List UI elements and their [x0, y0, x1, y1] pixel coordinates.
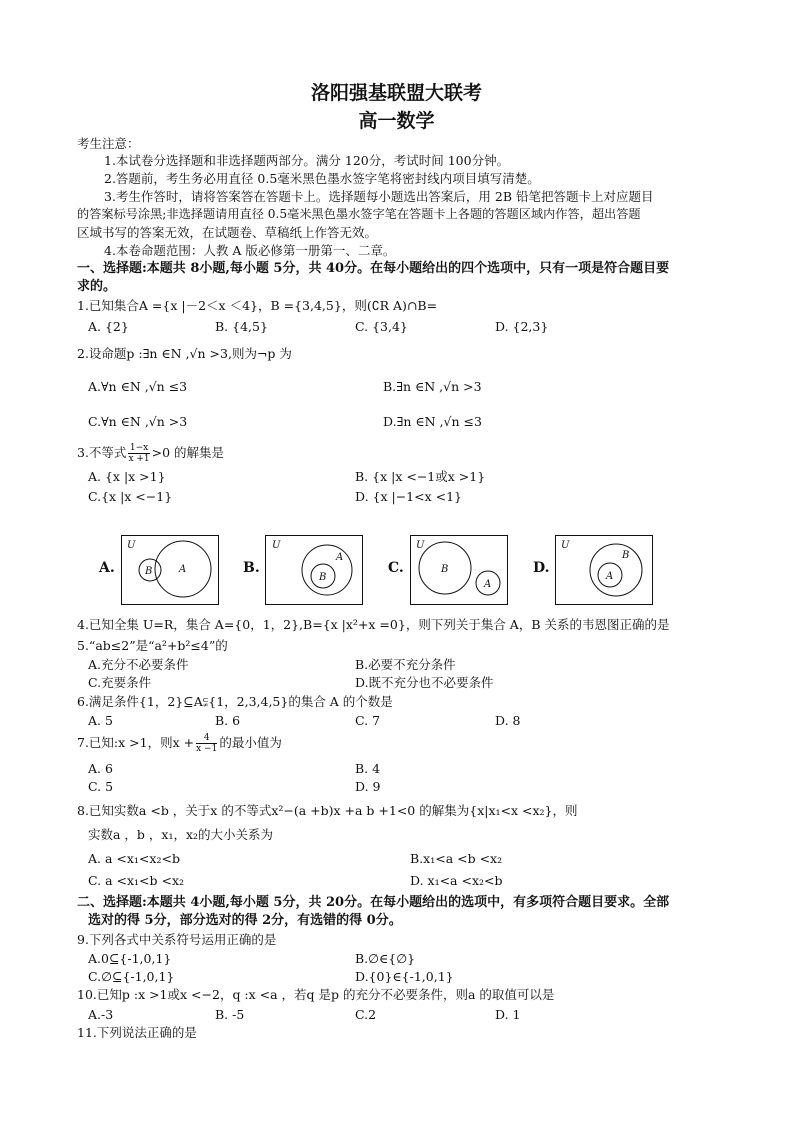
option-c: C.充要条件 [88, 675, 152, 690]
option-a: A. 6 [88, 761, 113, 776]
option-b: B.∃n ∈N ,√n >3 [383, 379, 482, 394]
svg-text:U: U [561, 540, 570, 551]
option-a: A.充分不必要条件 [88, 657, 189, 672]
option-c: C. {3,4} [355, 319, 408, 334]
option-a: A. {x |x >1} [88, 469, 166, 484]
question-6-stem: 6.满足条件{1，2}⊆A⫋{1，2,3,4,5}的集合 A 的个数是 [77, 694, 393, 709]
svg-text:B: B [319, 572, 327, 583]
option-d: D.∃n ∈N ,√n ≤3 [383, 414, 482, 429]
svg-text:U: U [272, 540, 281, 551]
section-heading-cont: 求的。 [77, 279, 117, 294]
option-b: B. 4 [355, 761, 381, 776]
section-heading: 二、选择题:本题共 4小题,每小题 5分，共 20分。在每小题给出的选项中，有多项符合题目要求。全部 [77, 895, 670, 910]
question-1-stem: 1.已知集合A ={x |－2＜x ＜4}，B ={3,4,5}，则(∁R A)∩B= [77, 298, 438, 313]
option-b: B. {x |x <−1或x >1} [355, 469, 486, 484]
venn-diagram-a [121, 535, 219, 605]
option-d: D. {x |−1<x <1} [355, 489, 463, 504]
question-8-stem: 8.已知实数a <b ，关于x 的不等式x²−(a +b)x +a b +1<0 的解集为{x|x₁<x <x₂}，则 [77, 803, 578, 818]
option-c: C.2 [355, 1007, 377, 1022]
question-7-stem: 7.已知:x >1，则x + $\frac{4}{x -1}$ 的最小值为 [77, 733, 282, 754]
svg-text:A: A [484, 579, 492, 590]
option-a: A.-3 [88, 1007, 114, 1022]
notice-item: 3.考生作答时，请将答案答在答题卡上。选择题每小题选出答案后，用 2B 铅笔把答题卡上对应题目 [104, 189, 654, 204]
notice-heading: 考生注意： [77, 136, 140, 151]
option-b: B. {4,5} [215, 319, 268, 334]
svg-text:U: U [416, 540, 425, 551]
option-b: B. -5 [215, 1007, 245, 1022]
venn-diagram-b [265, 535, 363, 605]
venn-label-a: A. [99, 560, 115, 576]
question-5-stem: 5.“ab≤2”是“a²+b²≤4”的 [77, 638, 228, 653]
option-a: A.∀n ∈N ,√n ≤3 [88, 379, 188, 394]
option-c: C. 7 [355, 713, 381, 728]
option-b: B.x₁<a <b <x₂ [410, 851, 503, 866]
option-d: D. 1 [495, 1007, 521, 1022]
svg-text:B: B [441, 564, 449, 575]
option-d: D. {2,3} [495, 319, 549, 334]
svg-text:B: B [145, 566, 153, 577]
option-c: C.∅⊆{-1,0,1} [88, 969, 175, 984]
section-heading: 一、选择题:本题共 8小题,每小题 5分，共 40分。在每小题给出的四个选项中，只有一项是符合题目要 [77, 261, 670, 276]
exam-subtitle: 高一数学 [358, 110, 435, 132]
option-a: A.0⊆{-1,0,1} [88, 951, 172, 966]
venn-diagram-d [555, 535, 653, 605]
option-c: C.{x |x <−1} [88, 489, 173, 504]
question-8-stem-cont: 实数a ，b ，x₁，x₂的大小关系为 [88, 827, 274, 842]
option-a: A. a <x₁<x₂<b [88, 851, 180, 866]
venn-diagram-c [410, 535, 508, 605]
venn-label-c: C. [388, 560, 404, 576]
option-a: A. {2} [88, 319, 129, 334]
section-heading-cont: 选对的得 5分，部分选对的得 2分，有选错的得 0分。 [88, 913, 402, 928]
option-d: D. 9 [355, 779, 381, 794]
question-3-stem: 3.不等式 $\frac{1-x}{x +1}$ >0 的解集是 [77, 443, 225, 464]
option-c: C.∀n ∈N ,√n >3 [88, 414, 188, 429]
notice-item: 2.答题前，考生务必用直径 0.5毫米黑色墨水签字笔将密封线内项目填写清楚。 [104, 171, 540, 186]
option-b: B.必要不充分条件 [355, 657, 456, 672]
venn-label-d: D. [533, 560, 550, 576]
svg-text:A: A [336, 552, 344, 563]
option-c: C. a <x₁<b <x₂ [88, 873, 185, 888]
option-b: B.∅∈{∅} [355, 951, 416, 966]
option-a: A. 5 [88, 713, 113, 728]
option-c: C. 5 [88, 779, 114, 794]
question-10-stem: 10.已知p :x >1或x <−2，q :x <a ，若q 是p 的充分不必要条件，则a 的取值可以是 [77, 987, 555, 1002]
question-2-stem: 2.设命题p :∃n ∈N ,√n >3,则为¬p 为 [77, 346, 292, 361]
option-d: D. 8 [495, 713, 521, 728]
notice-item: 区域书写的答案无效，在试题卷、草稿纸上作答无效。 [77, 225, 378, 240]
option-d: D. x₁<a <x₂<b [410, 873, 503, 888]
svg-text:U: U [127, 540, 136, 551]
question-9-stem: 9.下列各式中关系符号运用正确的是 [77, 932, 277, 947]
notice-item: 4.本卷命题范围：人教 A 版必修第一册第一、二章。 [104, 243, 396, 258]
venn-label-b: B. [243, 560, 260, 576]
svg-text:A: A [606, 571, 614, 582]
notice-item: 的答案标号涂黑;非选择题请用直径 0.5毫米黑色墨水签字笔在答题卡上各题的答题区域内作答，超出答题 [77, 207, 641, 221]
option-d: D.既不充分也不必要条件 [355, 675, 494, 690]
question-4-stem: 4.已知全集 U=R，集合 A={0，1，2},B={x |x²+x =0}，则下列关于集合 A，B 关系的韦恩图正确的是 [77, 617, 670, 632]
question-11-stem: 11.下列说法正确的是 [77, 1025, 197, 1040]
svg-text:B: B [622, 550, 630, 561]
svg-text:A: A [179, 564, 187, 575]
notice-item: 1.本试卷分选择题和非选择题两部分。满分 120分，考试时间 100分钟。 [104, 153, 510, 168]
option-b: B. 6 [215, 713, 241, 728]
option-d: D.{0}∈{-1,0,1} [355, 969, 454, 984]
exam-title: 洛阳强基联盟大联考 [310, 82, 482, 104]
